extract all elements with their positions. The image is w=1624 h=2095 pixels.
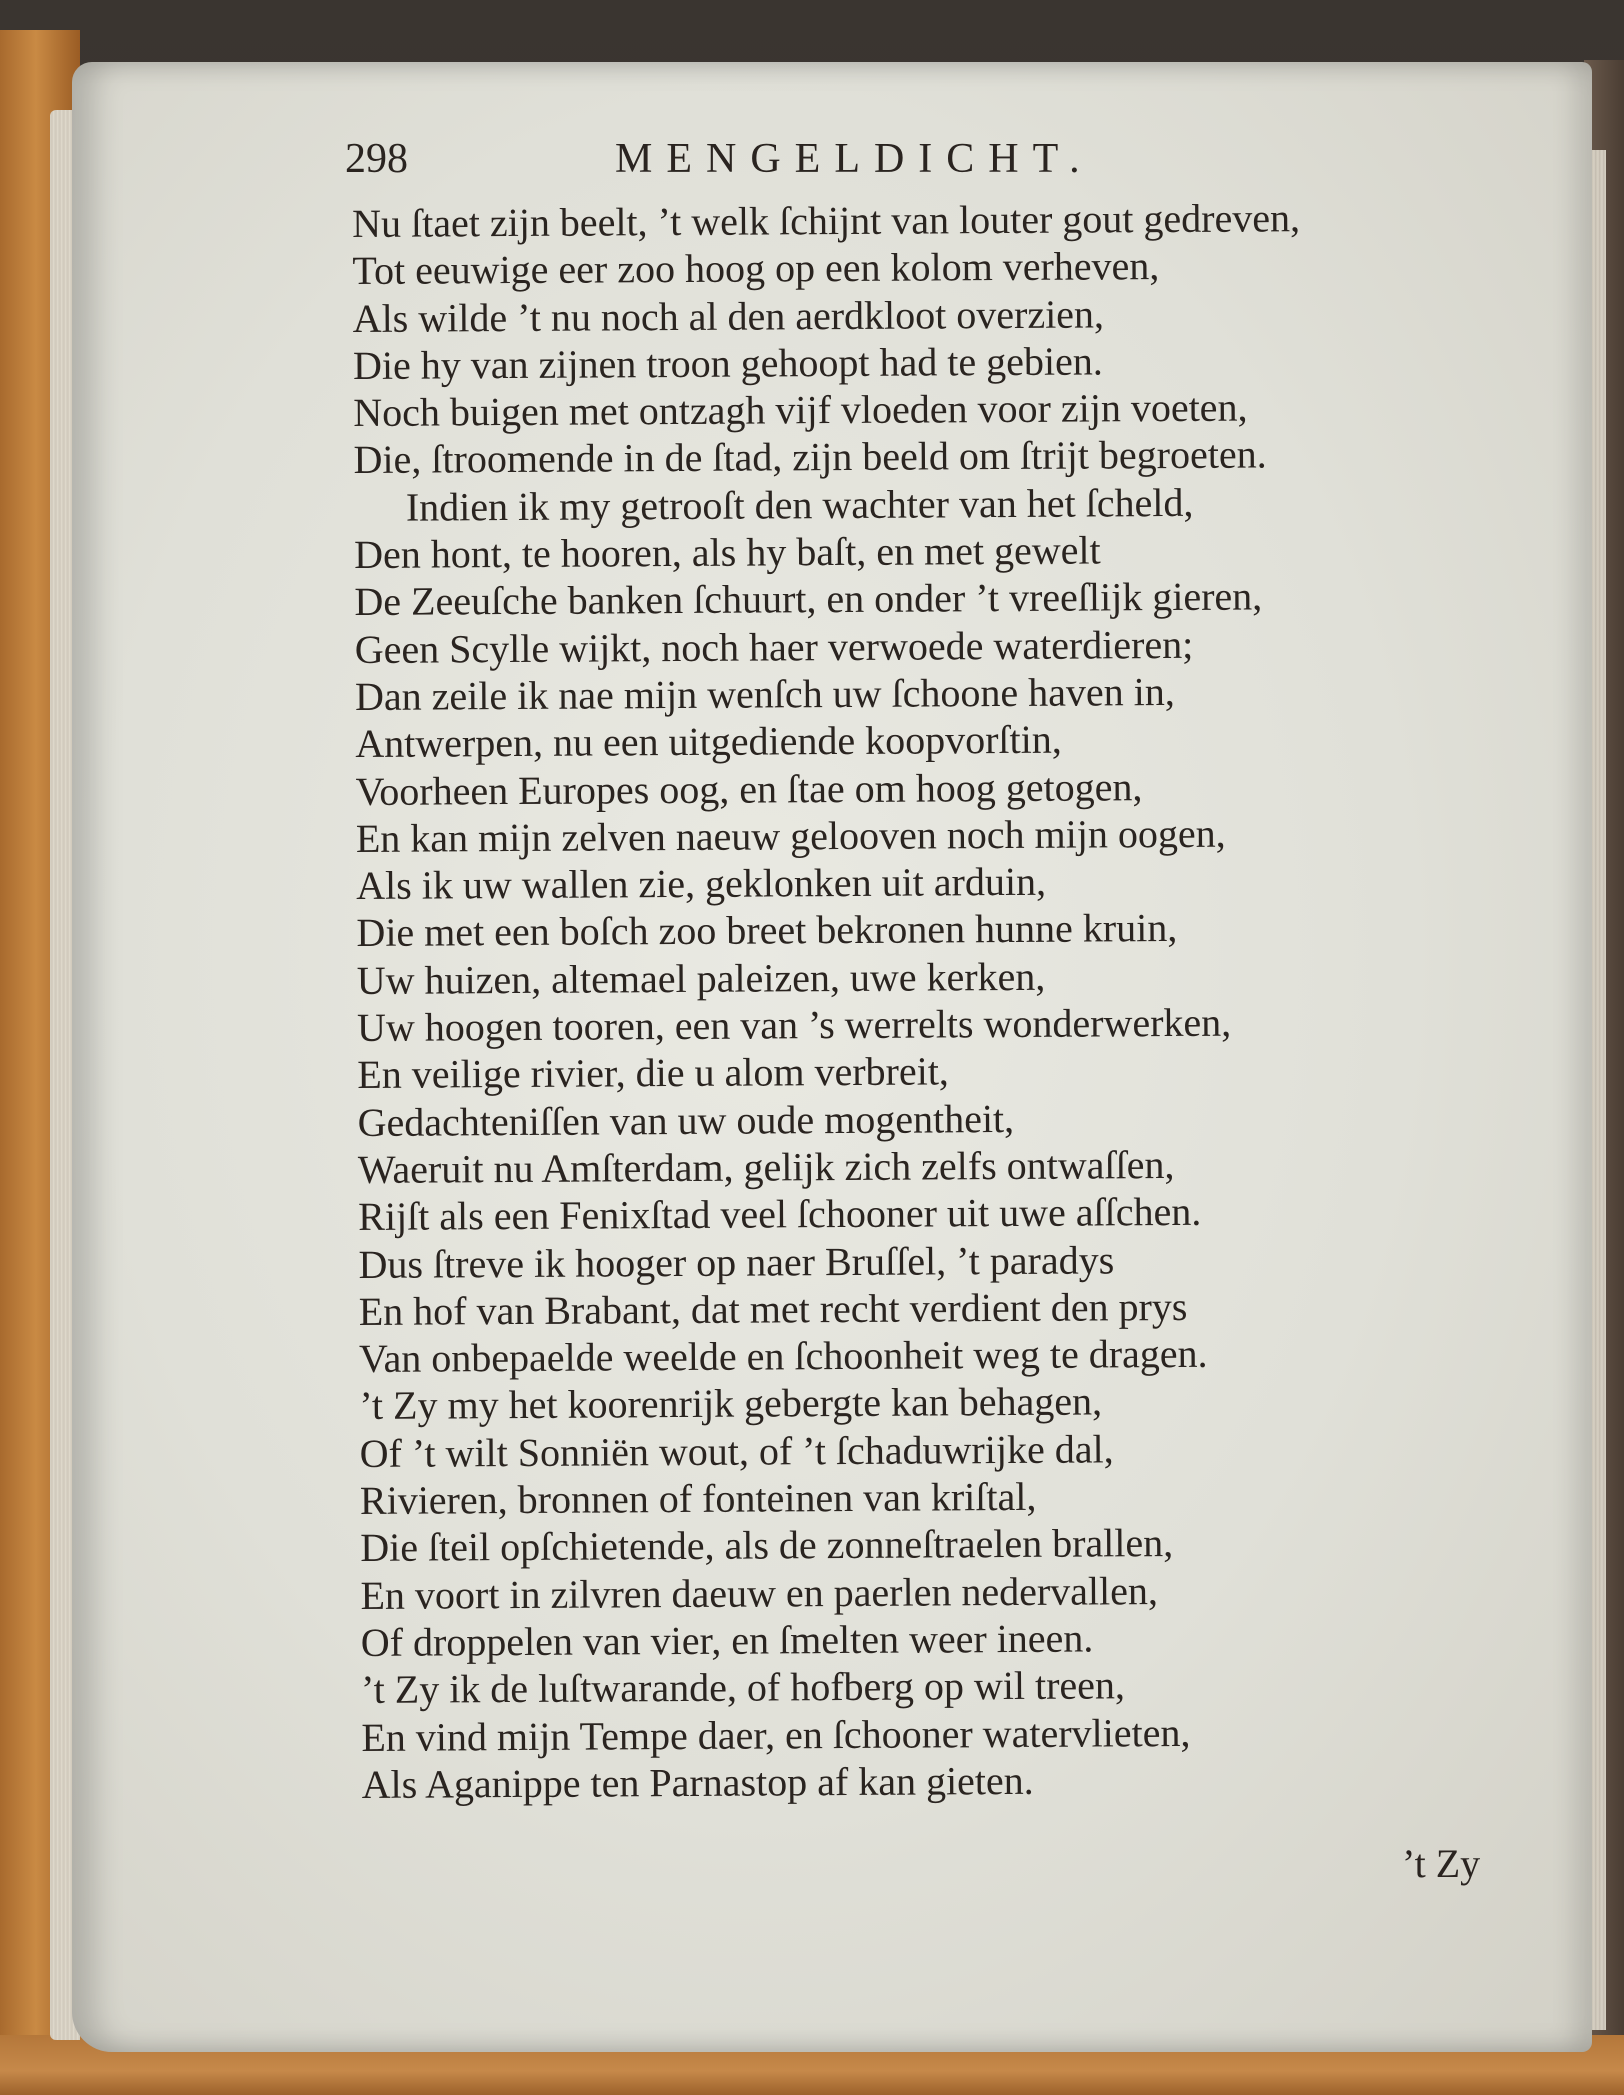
poem-line: De Zeeuſche banken ſchuurt, en onder ’t vreeſlijk gieren, xyxy=(354,573,1263,625)
poem-line: Die met een boſch zoo breet bekronen hunne kruin, xyxy=(356,905,1178,956)
poem-line: Die hy van zijnen troon gehoopt had te gebien. xyxy=(352,338,1103,388)
poem-line: Die ſteil opſchietende, als de zonneſtraelen brallen, xyxy=(360,1520,1174,1571)
poem-line: Uw hoogen tooren, een van ’s werrelts wonderwerken, xyxy=(356,999,1232,1051)
poem-line: Antwerpen, nu een uitgediende koopvorſtin, xyxy=(355,716,1062,767)
poem-line: Gedachteniſſen van uw oude mogentheit, xyxy=(357,1095,1015,1145)
poem-line: Rivieren, bronnen of fonteinen van kriſtal, xyxy=(359,1473,1037,1523)
poem-line: Die, ſtroomende in de ſtad, zijn beeld om ſtrijt begroeten. xyxy=(353,431,1267,483)
catchword: ’t Zy xyxy=(1402,1841,1481,1886)
running-title: MENGELDICHT. xyxy=(615,136,1094,182)
poem-line: Dan zeile ik nae mijn wenſch uw ſchoone haven in, xyxy=(354,668,1175,719)
poem-line: ’t Zy my het koorenrijk gebergte kan behagen, xyxy=(359,1378,1103,1429)
poem-line: Nu ſtaet zijn beelt, ’t welk ſchijnt van louter gout gedreven, xyxy=(352,195,1301,246)
poem-line: Geen Scylle wijkt, noch haer verwoede waterdieren; xyxy=(354,621,1194,672)
poem-line: Van onbepaelde weelde en ſchoonheit weg te dragen. xyxy=(358,1330,1208,1382)
page-header xyxy=(345,135,1345,185)
poem-line: Rijſt als een Fenixſtad veel ſchooner uit uwe aſſchen. xyxy=(358,1189,1202,1240)
poem-line: Den hont, te hooren, als hy baſt, en met gewelt xyxy=(354,527,1101,578)
poem-line: Indien ik my getrooſt den wachter van het ſcheld, xyxy=(405,479,1194,530)
poem-line: En vind mijn Tempe daer, en ſchooner watervlieten, xyxy=(361,1709,1191,1760)
poem-line: Dus ſtreve ik hooger op naer Bruſſel, ’t paradys xyxy=(358,1236,1115,1287)
poem-line: Of droppelen van vier, en ſmelten weer ineen. xyxy=(360,1615,1094,1665)
poem-line: Als wilde ’t nu noch al den aerdkloot overzien, xyxy=(352,291,1105,341)
poem-line: Noch buigen met ontzagh vijf vloeden voor zijn voeten, xyxy=(353,384,1248,436)
page-number: 298 xyxy=(345,136,408,182)
poem-line: Als ik uw wallen zie, geklonken uit arduin, xyxy=(356,858,1047,909)
poem-text xyxy=(352,193,1552,1808)
poem-line: Tot eeuwige eer zoo hoog op een kolom verheven, xyxy=(352,243,1160,294)
poem-line: En voort in zilvren daeuw en paerlen nedervallen, xyxy=(360,1567,1159,1618)
poem-line: Als Aganippe ten Parnastop af kan gieten. xyxy=(361,1757,1034,1807)
poem-line: Uw huizen, altemael paleizen, uwe kerken, xyxy=(356,953,1046,1003)
poem-line: Waeruit nu Amſterdam, gelijk zich zelfs ontwaſſen, xyxy=(357,1141,1175,1192)
poem-line: Voorheen Europes oog, en ſtae om hoog getogen, xyxy=(355,763,1143,814)
poem-line: Of ’t wilt Sonniën wout, of ’t ſchaduwrijke dal, xyxy=(359,1426,1114,1476)
poem-line: En veilige rivier, die u alom verbreit, xyxy=(357,1048,950,1098)
poem-line: En kan mijn zelven naeuw gelooven noch mijn oogen, xyxy=(355,810,1226,861)
poem-line: ’t Zy ik de luſtwarande, of hofberg op wil treen, xyxy=(360,1662,1126,1713)
poem-line: En hof van Brabant, dat met recht verdient den prys xyxy=(358,1283,1188,1334)
